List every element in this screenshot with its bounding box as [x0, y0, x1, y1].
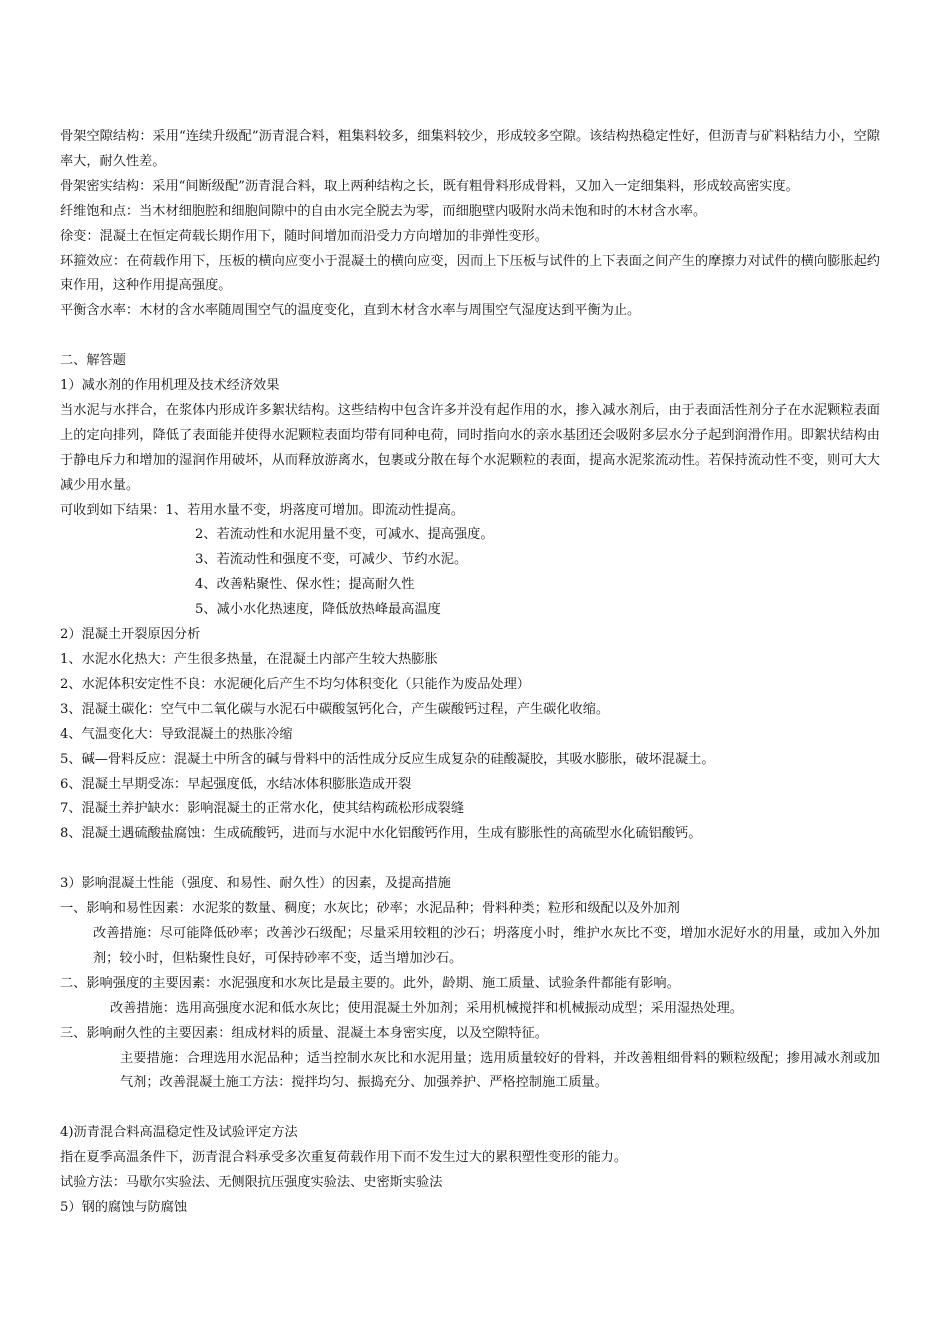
- q2-item: 8、混凝土遇硫酸盐腐蚀：生成硫酸钙，进而与水泥中水化铝酸钙作用，生成有膨胀性的高硫型水化硫铝酸钙。: [60, 826, 702, 842]
- q2-item: 1、水泥水化热大：产生很多热量，在混凝土内部产生较大热膨胀: [60, 652, 438, 668]
- q1-result-item: 4、改善粘聚性、保水性；提高耐久性: [195, 577, 415, 593]
- q3-strength-measures: 改善措施：选用高强度水泥和低水灰比；使用混凝土外加剂；采用机械搅拌和机械振动成型；采用湿热处理。: [110, 1000, 743, 1016]
- spacer: [60, 847, 880, 872]
- q2-item: 5、碱—骨料反应：混凝土中所含的碱与骨料中的活性成分反应生成复杂的硅酸凝胶，其吸水膨胀，破坏混凝土。: [60, 751, 715, 767]
- q2-item: 2、水泥体积安定性不良：水泥硬化后产生不均匀体积变化（只能作为废品处理）: [60, 676, 530, 692]
- q3-strength-factors: 二、影响强度的主要因素：水泥强度和水灰比是最主要的。此外，龄期、施工质量、试验条件都能有影响。: [60, 975, 680, 991]
- definition-creep: 徐变：混凝土在恒定荷载长期作用下，随时间增加而沿受力方向增加的非弹性变形。: [60, 228, 548, 244]
- q5-title: 5）钢的腐蚀与防腐蚀: [60, 1199, 188, 1215]
- q1-result-item: 5、减小水化热速度，降低放热峰最高温度: [195, 602, 441, 618]
- q3-durability-measures: 主要措施：合理选用水泥品种；适当控制水灰比和水泥用量；选用质量较好的骨料，并改善粗细骨料的颗粒级配；掺用减水剂或加气剂；改善混凝土施工方法：搅拌均匀、振捣充分、加强养护、严格控制施工质量。: [120, 1050, 880, 1091]
- document-page: [60, 125, 880, 1221]
- q1-title: 1）减水剂的作用机理及技术经济效果: [60, 378, 280, 394]
- q3-durability-factors: 三、影响耐久性的主要因素：组成材料的质量、混凝土本身密实度，以及空隙特征。: [60, 1025, 548, 1041]
- spacer: [60, 324, 880, 349]
- q2-item: 6、混凝土早期受冻：早起强度低，水结冰体积膨胀造成开裂: [60, 776, 412, 792]
- definition-hoop-effect: 环箍效应：在荷载作用下，压板的横向应变小于混凝土的横向应变，因而上下压板与试件的上下表面之间产生的摩擦力对试件的横向膨胀起约束作用，这种作用提高强度。: [60, 253, 880, 294]
- q4-title: 4)沥青混合料高温稳定性及试验评定方法: [60, 1125, 298, 1141]
- q1-result-lead: 可收到如下结果：1、若用水量不变，坍落度可增加。即流动性提高。: [60, 502, 465, 518]
- q2-title: 2）混凝土开裂原因分析: [60, 627, 201, 643]
- q4-methods: 试验方法：马歇尔实验法、无侧限抗压强度实验法、史密斯实验法: [60, 1175, 443, 1191]
- q2-item: 7、混凝土养护缺水：影响混凝土的正常水化，使其结构疏松形成裂缝: [60, 801, 465, 817]
- spacer: [60, 1096, 880, 1121]
- q3-title: 3）影响混凝土性能（强度、和易性、耐久性）的因素，及提高措施: [60, 876, 451, 892]
- q4-body: 指在夏季高温条件下，沥青混合料承受多次重复荷载作用下而不发生过大的累积塑性变形的能力。: [60, 1150, 628, 1166]
- q3-workability-measures: 改善措施：尽可能降低砂率；改善沙石级配；尽量采用较粗的沙石；坍落度小时，维护水灰比不变，增加水泥好水的用量，或加入外加剂；较小时，但粘聚性良好，可保持砂率不变，适当增加沙石。: [93, 925, 880, 966]
- q1-body: 当水泥与水拌合，在浆体内形成许多絮状结构。这些结构中包含许多并没有起作用的水，掺入减水剂后，由于表面活性剂分子在水泥颗粒表面上的定向排列，降低了表面能并使得水泥颗粒表面均带有同种电荷，同时指向水的亲水基团还会吸附多层水分子起到润滑作用。即絮状结构由于静电斥力和增加的湿润作用破坏，从而释放游离水，包裹或分散在每个水泥颗粒的表面，提高水泥浆流动性。若保持流动性不变，则可大大减少用水量。: [60, 402, 880, 493]
- q2-item: 4、气温变化大：导致混凝土的热胀冷缩: [60, 726, 293, 742]
- q1-result-item: 3、若流动性和强度不变，可减少、节约水泥。: [195, 552, 468, 568]
- definition-equilibrium-moisture: 平衡含水率：木材的含水率随周围空气的温度变化，直到木材含水率与周围空气湿度达到平衡为止。: [60, 303, 641, 319]
- q1-result-item: 2、若流动性和水泥用量不变，可减水、提高强度。: [195, 527, 494, 543]
- q2-item: 3、混凝土碳化：空气中二氧化碳与水泥石中碳酸氢钙化合，产生碳酸钙过程，产生碳化收缩。: [60, 701, 610, 717]
- section-title: 二、解答题: [60, 353, 126, 369]
- definition-skeleton-dense: 骨架密实结构：采用“间断级配”沥青混合料，取上两种结构之长，既有粗骨料形成骨料，又加入一定细集料，形成较高密实度。: [60, 178, 799, 194]
- definition-skeleton-void: 骨架空隙结构：采用“连续升级配”沥青混合料，粗集料较多，细集料较少，形成较多空隙。该结构热稳定性好，但沥青与矿料粘结力小，空隙率大，耐久性差。: [60, 129, 880, 169]
- definition-fiber-saturation: 纤维饱和点：当木材细胞腔和细胞间隙中的自由水完全脱去为零，而细胞壁内吸附水尚未饱和时的木材含水率。: [60, 203, 707, 219]
- q3-workability-factors: 一、影响和易性因素：水泥浆的数量、稠度；水灰比；砂率；水泥品种；骨料种类；粒形和级配以及外加剂: [60, 901, 680, 917]
